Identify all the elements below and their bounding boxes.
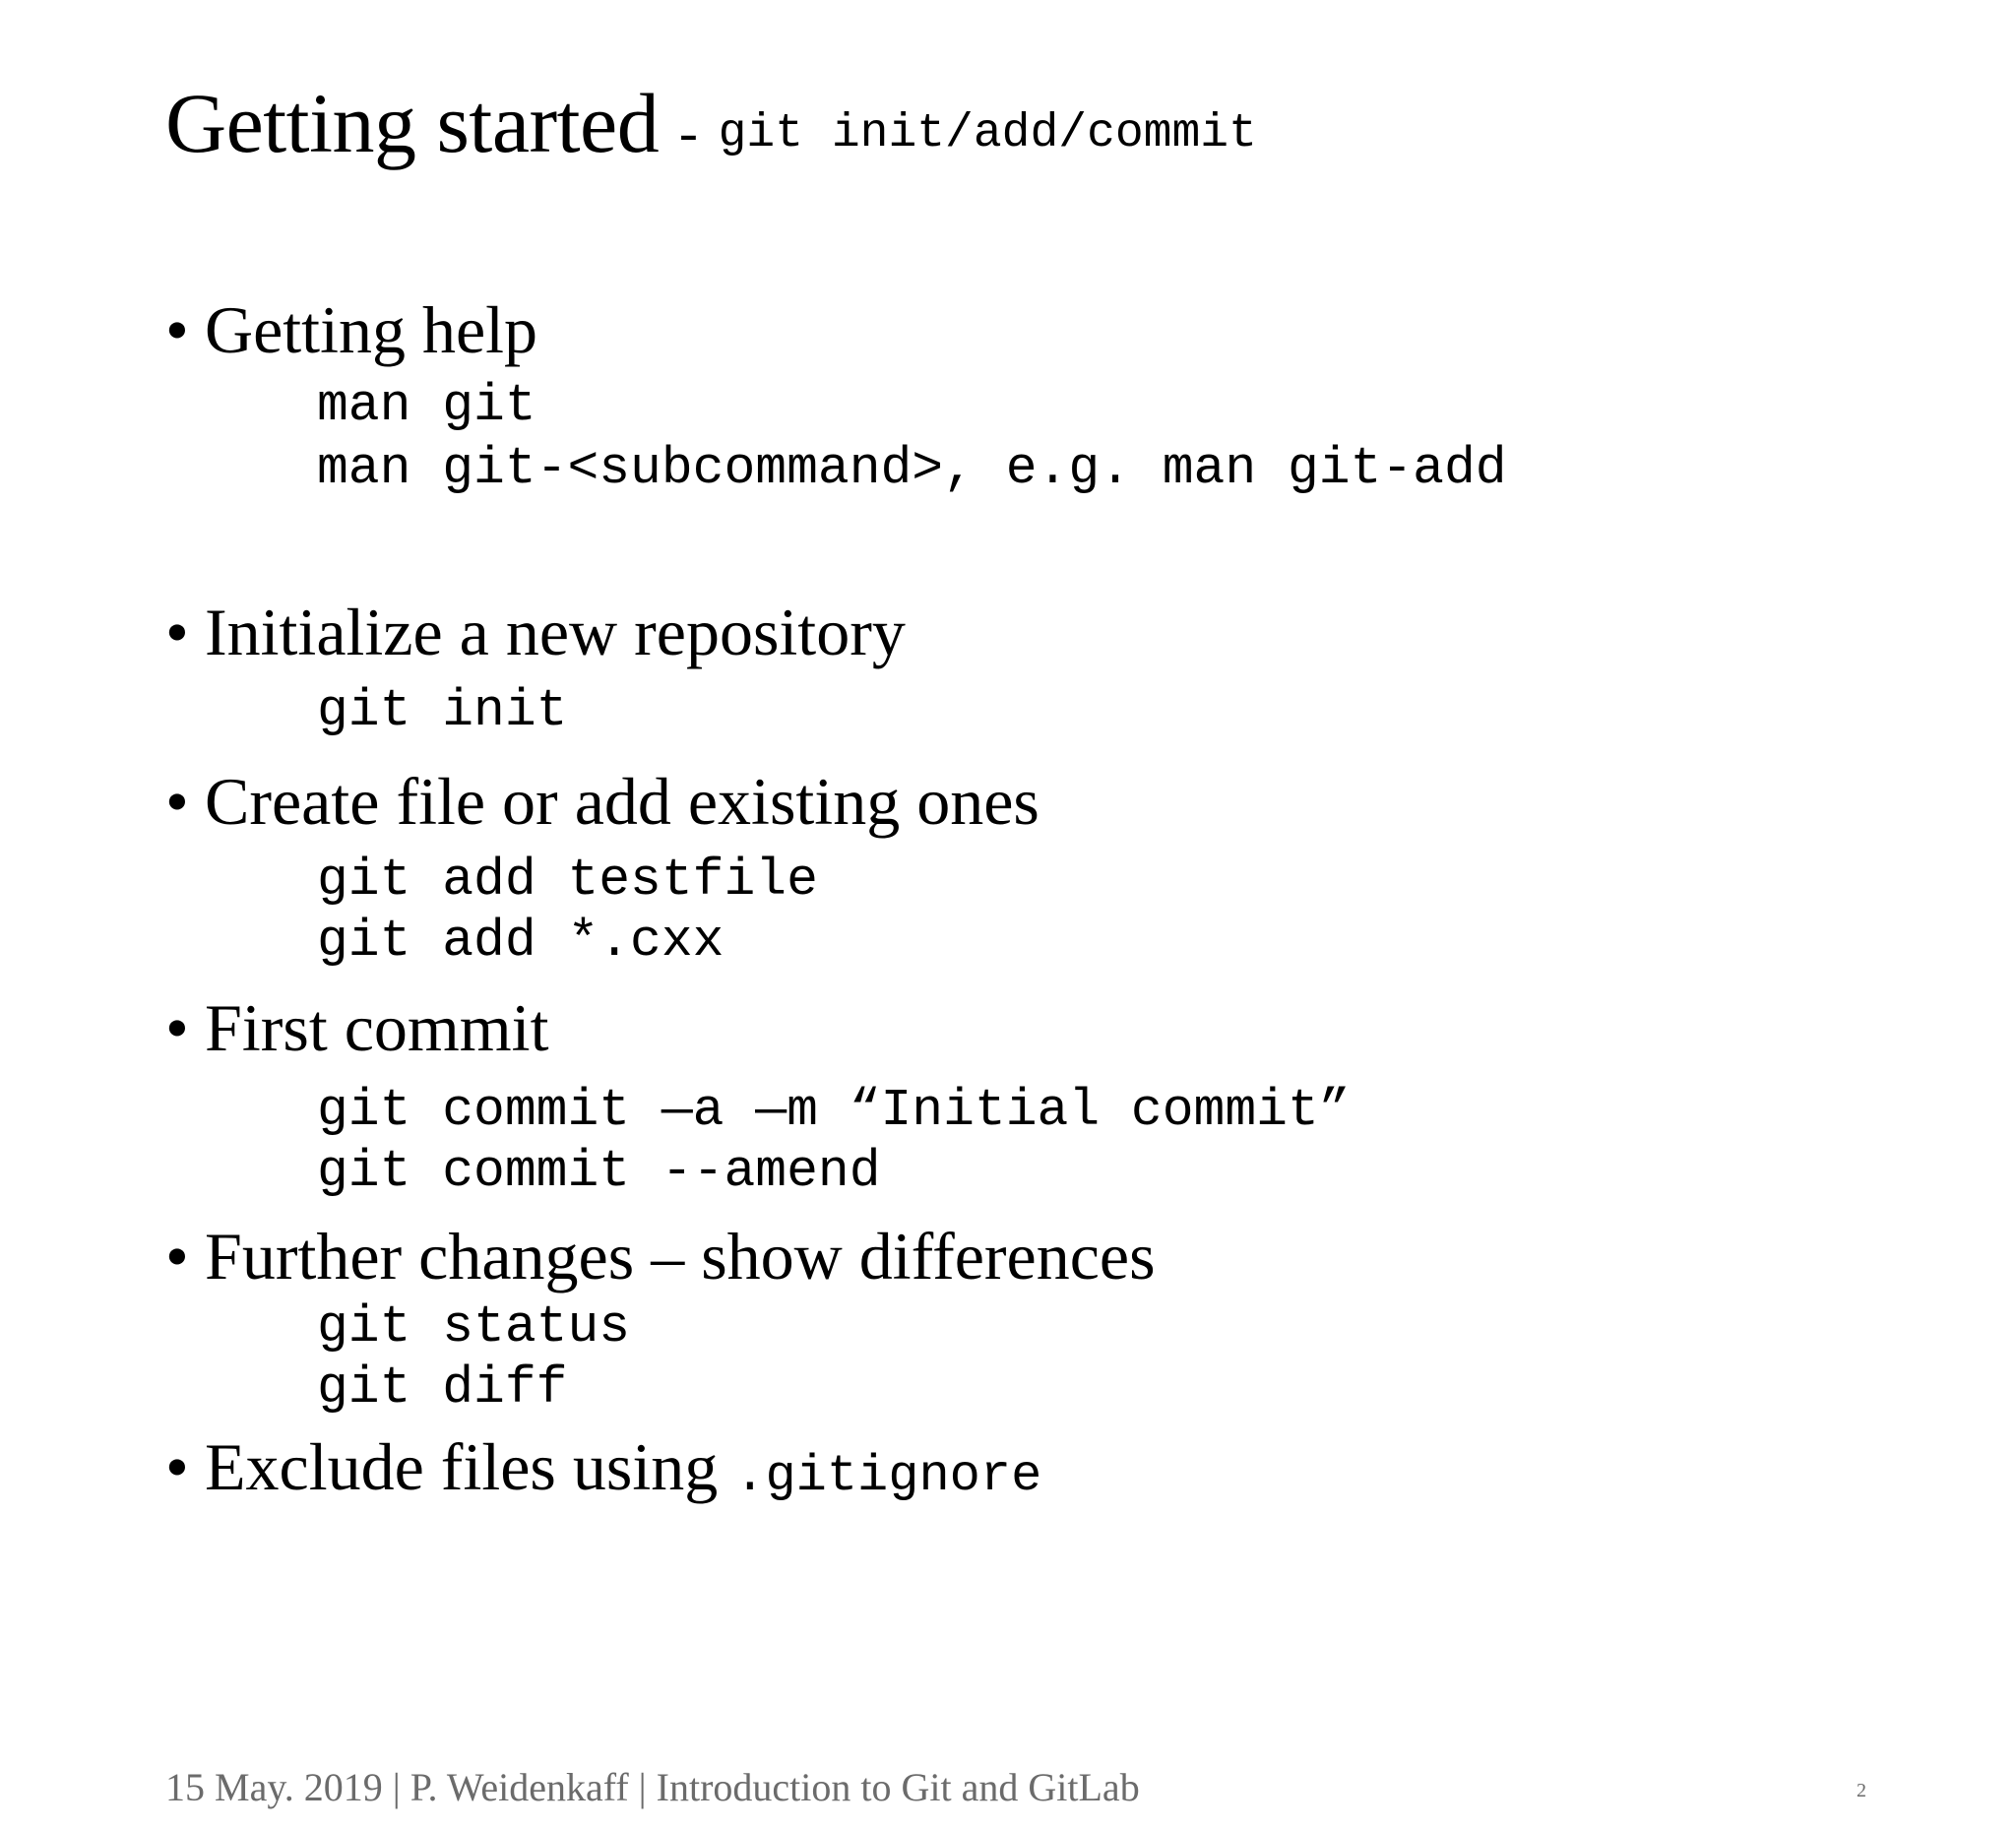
bullet-create-file: [165, 764, 1040, 839]
bullet-getting-help: [165, 292, 538, 367]
bullet-dot: •: [165, 990, 189, 1065]
title-code: git init/add/commit: [718, 107, 1257, 160]
gitignore-code: .gitignore: [734, 1447, 1042, 1505]
code-line: git add testfile: [317, 851, 818, 910]
bullet-exclude-files: [165, 1429, 1042, 1505]
bullet-heading: Further changes – show differences: [205, 1219, 1156, 1294]
code-line: git status: [317, 1297, 631, 1357]
bullet-dot: •: [165, 292, 189, 367]
bullet-heading: Getting help: [205, 292, 538, 367]
bullet-initialize-repository: [165, 595, 906, 669]
bullet-further-changes: [165, 1219, 1156, 1294]
title-separator: -: [672, 108, 705, 168]
bullet-heading: Initialize a new repository: [205, 595, 906, 669]
code-line: git diff: [317, 1358, 568, 1418]
bullet-dot: •: [165, 1219, 189, 1294]
code-line: git add *.cxx: [317, 912, 724, 971]
bullet-heading: Create file or add existing ones: [205, 764, 1040, 839]
code-line: git commit —a —m “Initial commit”: [317, 1081, 1351, 1140]
bullet-dot: •: [165, 764, 189, 839]
slide-footer: 15 May. 2019 | P. Weidenkaff | Introduction to Git and GitLab: [165, 1765, 1140, 1809]
bullet-heading: Exclude files using: [205, 1429, 719, 1504]
page-number: 2: [1857, 1780, 1866, 1801]
code-line: man git: [317, 376, 536, 435]
bullet-dot: •: [165, 595, 189, 669]
bullet-dot: •: [165, 1429, 189, 1504]
slide-title: [165, 76, 1257, 170]
bullet-heading: First commit: [205, 990, 549, 1065]
code-line: git commit --amend: [317, 1142, 881, 1201]
title-text: Getting started: [165, 76, 660, 170]
code-line: git init: [317, 681, 568, 740]
bullet-first-commit: [165, 990, 549, 1065]
code-line: man git-<subcommand>, e.g. man git-add: [317, 439, 1507, 498]
